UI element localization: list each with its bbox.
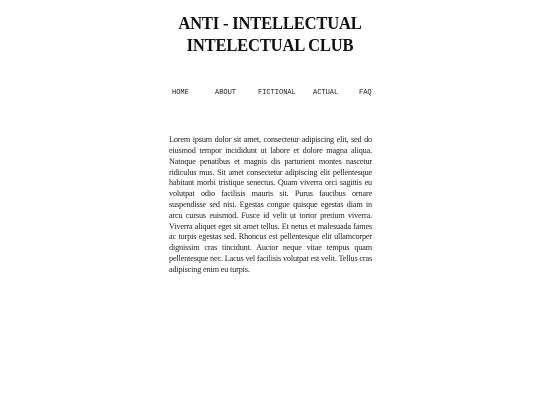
nav-item-about[interactable]: ABOUT bbox=[215, 89, 237, 97]
nav-item-fictional[interactable]: FICTIONAL bbox=[258, 89, 296, 97]
main-nav bbox=[0, 89, 540, 101]
main-paragraph: Lorem ipsum dolor sit amet, consectetur adipiscing elit, sed do eiusmod tempor incididunt ut labore et dolore magna aliqua. Natoque penatibus et magnis dis parturient montes nascetur ridiculus mus. Sit amet consectetur adipiscing elit pellentesque habitant morbi tristique senectus. Quam viverra orci sagittis eu volutpat odio facilisis mauris sit. Purus faucibus ornare suspendisse sed nisi. Egestas congue quisque egestas diam in arcu cursus euismod. Fusce id velit ut tortor pretium viverra. Viverra aliquet eget sit amet tellus. Et netus et malesuada fames ac turpis egestas sed. Rhoncus est pellentesque elit ullamcorper dignissim cras tincidunt. Auctor neque vitae tempus quam pellentesque nec. Lacus vel facilisis volutpat est velit. Tellus cras adipiscing enim eu turpis. bbox=[169, 135, 372, 274]
site-title bbox=[0, 12, 540, 56]
nav-item-actual[interactable]: ACTUAL bbox=[313, 89, 339, 97]
site-title-line-1: ANTI - INTELLECTUAL bbox=[178, 13, 362, 33]
nav-item-home[interactable]: HOME bbox=[172, 89, 189, 97]
site-title-line-2: INTELECTUAL CLUB bbox=[186, 35, 354, 55]
nav-item-faq[interactable]: FAQ bbox=[359, 89, 372, 97]
